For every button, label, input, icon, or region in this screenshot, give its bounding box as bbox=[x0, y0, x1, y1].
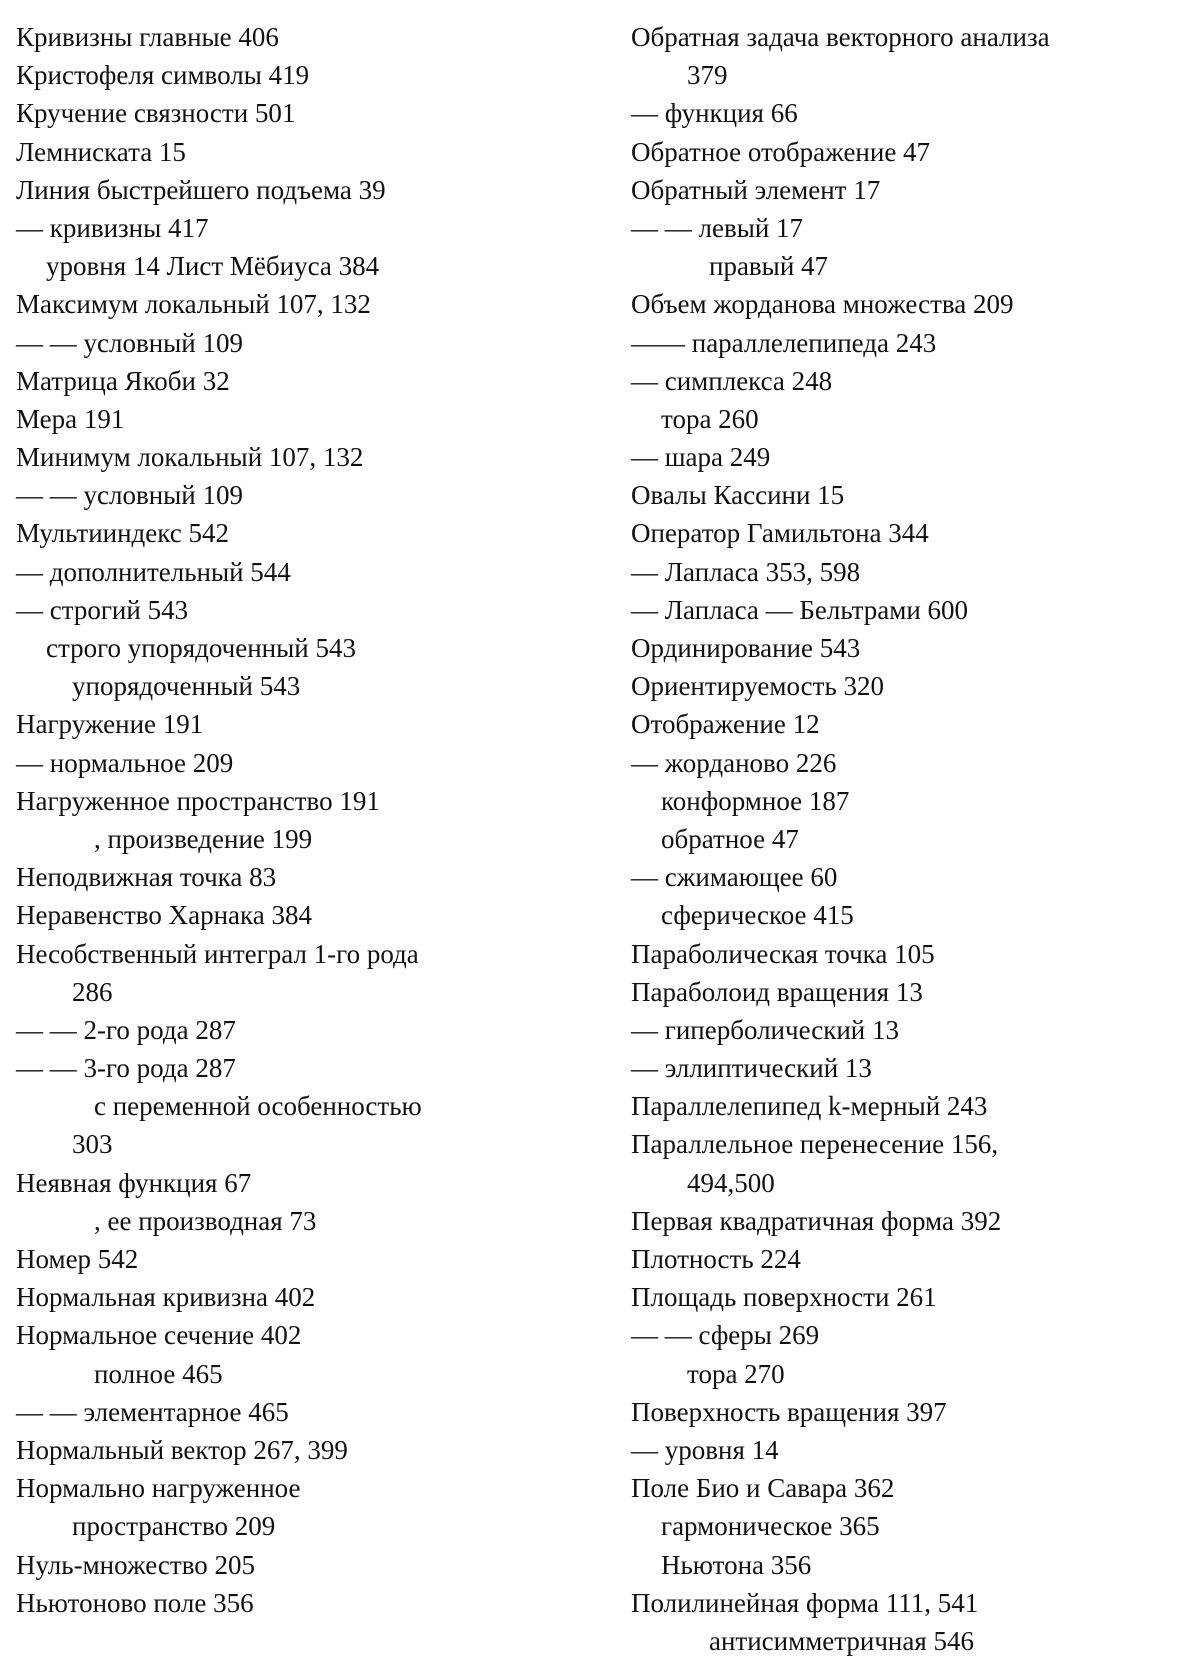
index-column-right bbox=[631, 18, 1191, 1660]
index-entry: Неявная функция 67 bbox=[16, 1167, 252, 1198]
index-entry: Максимум локальный 107, 132 bbox=[16, 289, 371, 320]
index-entry: — — сферы 269 bbox=[631, 1320, 820, 1351]
index-entry: антисимметричная 546 bbox=[709, 1625, 975, 1656]
index-entry: 286 bbox=[72, 976, 113, 1007]
index-entry: Мера 191 bbox=[16, 403, 125, 434]
index-entry: Параллелепипед k-мерный 243 bbox=[631, 1091, 988, 1122]
index-entry: конформное 187 bbox=[661, 785, 850, 816]
index-entry: — — 2-го рода 287 bbox=[16, 1014, 236, 1045]
index-entry: Площадь поверхности 261 bbox=[631, 1282, 937, 1313]
index-entry: Овалы Кассини 15 bbox=[631, 480, 845, 511]
index-entry: уровня 14 Лист Мёбиуса 384 bbox=[46, 251, 380, 282]
index-entry: , ее производная 73 bbox=[94, 1205, 317, 1236]
index-entry: — — 3-го рода 287 bbox=[16, 1053, 236, 1084]
index-entry: обратное 47 bbox=[661, 823, 799, 854]
index-entry: Обратный элемент 17 bbox=[631, 174, 881, 205]
index-entry: 494,500 bbox=[687, 1167, 775, 1198]
index-entry: 379 bbox=[687, 60, 728, 91]
index-column-left bbox=[16, 18, 606, 1622]
index-entry: — сжимающее 60 bbox=[631, 862, 838, 893]
index-entry: — симплекса 248 bbox=[631, 365, 833, 396]
index-entry: Параболоид вращения 13 bbox=[631, 976, 923, 1007]
index-entry: с переменной особенностью bbox=[94, 1091, 422, 1122]
index-entry: Неравенство Харнака 384 bbox=[16, 900, 312, 931]
index-entry: 303 bbox=[72, 1129, 113, 1160]
index-entry: Поле Био и Савара 362 bbox=[631, 1473, 895, 1504]
index-entry: Лемниската 15 bbox=[16, 136, 186, 167]
index-entry: Обратная задача векторного анализа bbox=[631, 22, 1050, 52]
index-entry: — — элементарное 465 bbox=[16, 1396, 289, 1427]
index-entry: пространство 209 bbox=[72, 1511, 276, 1542]
index-entry: — дополнительный 544 bbox=[16, 556, 291, 587]
index-entry: Поверхность вращения 397 bbox=[631, 1396, 947, 1427]
index-entry: — Лапласа — Бельтрами 600 bbox=[631, 594, 969, 625]
index-entry: Мультииндекс 542 bbox=[16, 518, 229, 549]
index-entry: , произведение 199 bbox=[94, 823, 313, 854]
index-entry: Нагружение 191 bbox=[16, 709, 204, 740]
index-entry: — Лапласа 353, 598 bbox=[631, 556, 861, 587]
index-entry: Кручение связности 501 bbox=[16, 98, 296, 129]
index-entry: Нагруженное пространство 191 bbox=[16, 785, 380, 816]
index-entry: — жорданово 226 bbox=[631, 747, 837, 778]
index-entry: — — левый 17 bbox=[631, 212, 804, 243]
index-entry: полное 465 bbox=[94, 1358, 223, 1389]
index-entry: тора 270 bbox=[687, 1358, 785, 1389]
index-entry: — кривизны 417 bbox=[16, 212, 209, 243]
index-entry: Оператор Гамильтона 344 bbox=[631, 518, 929, 549]
index-entry: Ориентируемость 320 bbox=[631, 671, 885, 702]
index-entry: строго упорядоченный 543 bbox=[46, 633, 356, 663]
index-entry: Плотность 224 bbox=[631, 1244, 801, 1274]
index-entry: тора 260 bbox=[661, 403, 759, 434]
index-entry: — — условный 109 bbox=[16, 480, 243, 511]
index-entry: Обратное отображение 47 bbox=[631, 136, 931, 167]
index-entry: Полилинейная форма 111, 541 bbox=[631, 1587, 979, 1618]
index-entry: — — условный 109 bbox=[16, 327, 243, 358]
index-entry: —— параллелепипеда 243 bbox=[631, 327, 937, 358]
index-entry: — шара 249 bbox=[631, 442, 771, 473]
index-entry: — функция 66 bbox=[631, 98, 798, 129]
index-entry: Нормальный вектор 267, 399 bbox=[16, 1434, 348, 1465]
index-entry: Ординирование 543 bbox=[631, 633, 861, 663]
index-entry: Нуль-множество 205 bbox=[16, 1549, 256, 1580]
index-entry: Матрица Якоби 32 bbox=[16, 365, 230, 396]
index-entry: Несобственный интеграл 1-го рода bbox=[16, 938, 419, 969]
index-entry: Первая квадратичная форма 392 bbox=[631, 1205, 1002, 1236]
index-entry: Нормальное сечение 402 bbox=[16, 1320, 302, 1351]
index-entry: Номер 542 bbox=[16, 1244, 139, 1274]
index-entry: Ньютона 356 bbox=[661, 1549, 812, 1580]
index-entry: гармоническое 365 bbox=[661, 1511, 880, 1542]
index-entry: — эллиптический 13 bbox=[631, 1053, 872, 1084]
index-entry: сферическое 415 bbox=[661, 900, 854, 931]
index-entry: Нормальная кривизна 402 bbox=[16, 1282, 316, 1313]
index-entry: Кривизны главные 406 bbox=[16, 22, 279, 52]
index-entry: Линия быстрейшего подъема 39 bbox=[16, 174, 386, 205]
index-entry: Неподвижная точка 83 bbox=[16, 862, 277, 893]
index-entry: Объем жорданова множества 209 bbox=[631, 289, 1014, 320]
index-entry: — строгий 543 bbox=[16, 594, 189, 625]
index-entry: Кристофеля символы 419 bbox=[16, 60, 310, 91]
index-entry: — уровня 14 bbox=[631, 1434, 779, 1465]
index-entry: Параболическая точка 105 bbox=[631, 938, 935, 969]
index-entry: упорядоченный 543 bbox=[72, 671, 301, 702]
index-entry: Параллельное перенесение 156, bbox=[631, 1129, 999, 1160]
index-entry: правый 47 bbox=[709, 251, 829, 282]
index-entry: Ньютоново поле 356 bbox=[16, 1587, 254, 1618]
index-entry: Отображение 12 bbox=[631, 709, 820, 740]
index-entry: — нормальное 209 bbox=[16, 747, 234, 778]
index-entry: Нормально нагруженное bbox=[16, 1473, 301, 1504]
index-entry: Минимум локальный 107, 132 bbox=[16, 442, 364, 473]
index-entry: — гиперболический 13 bbox=[631, 1014, 899, 1045]
